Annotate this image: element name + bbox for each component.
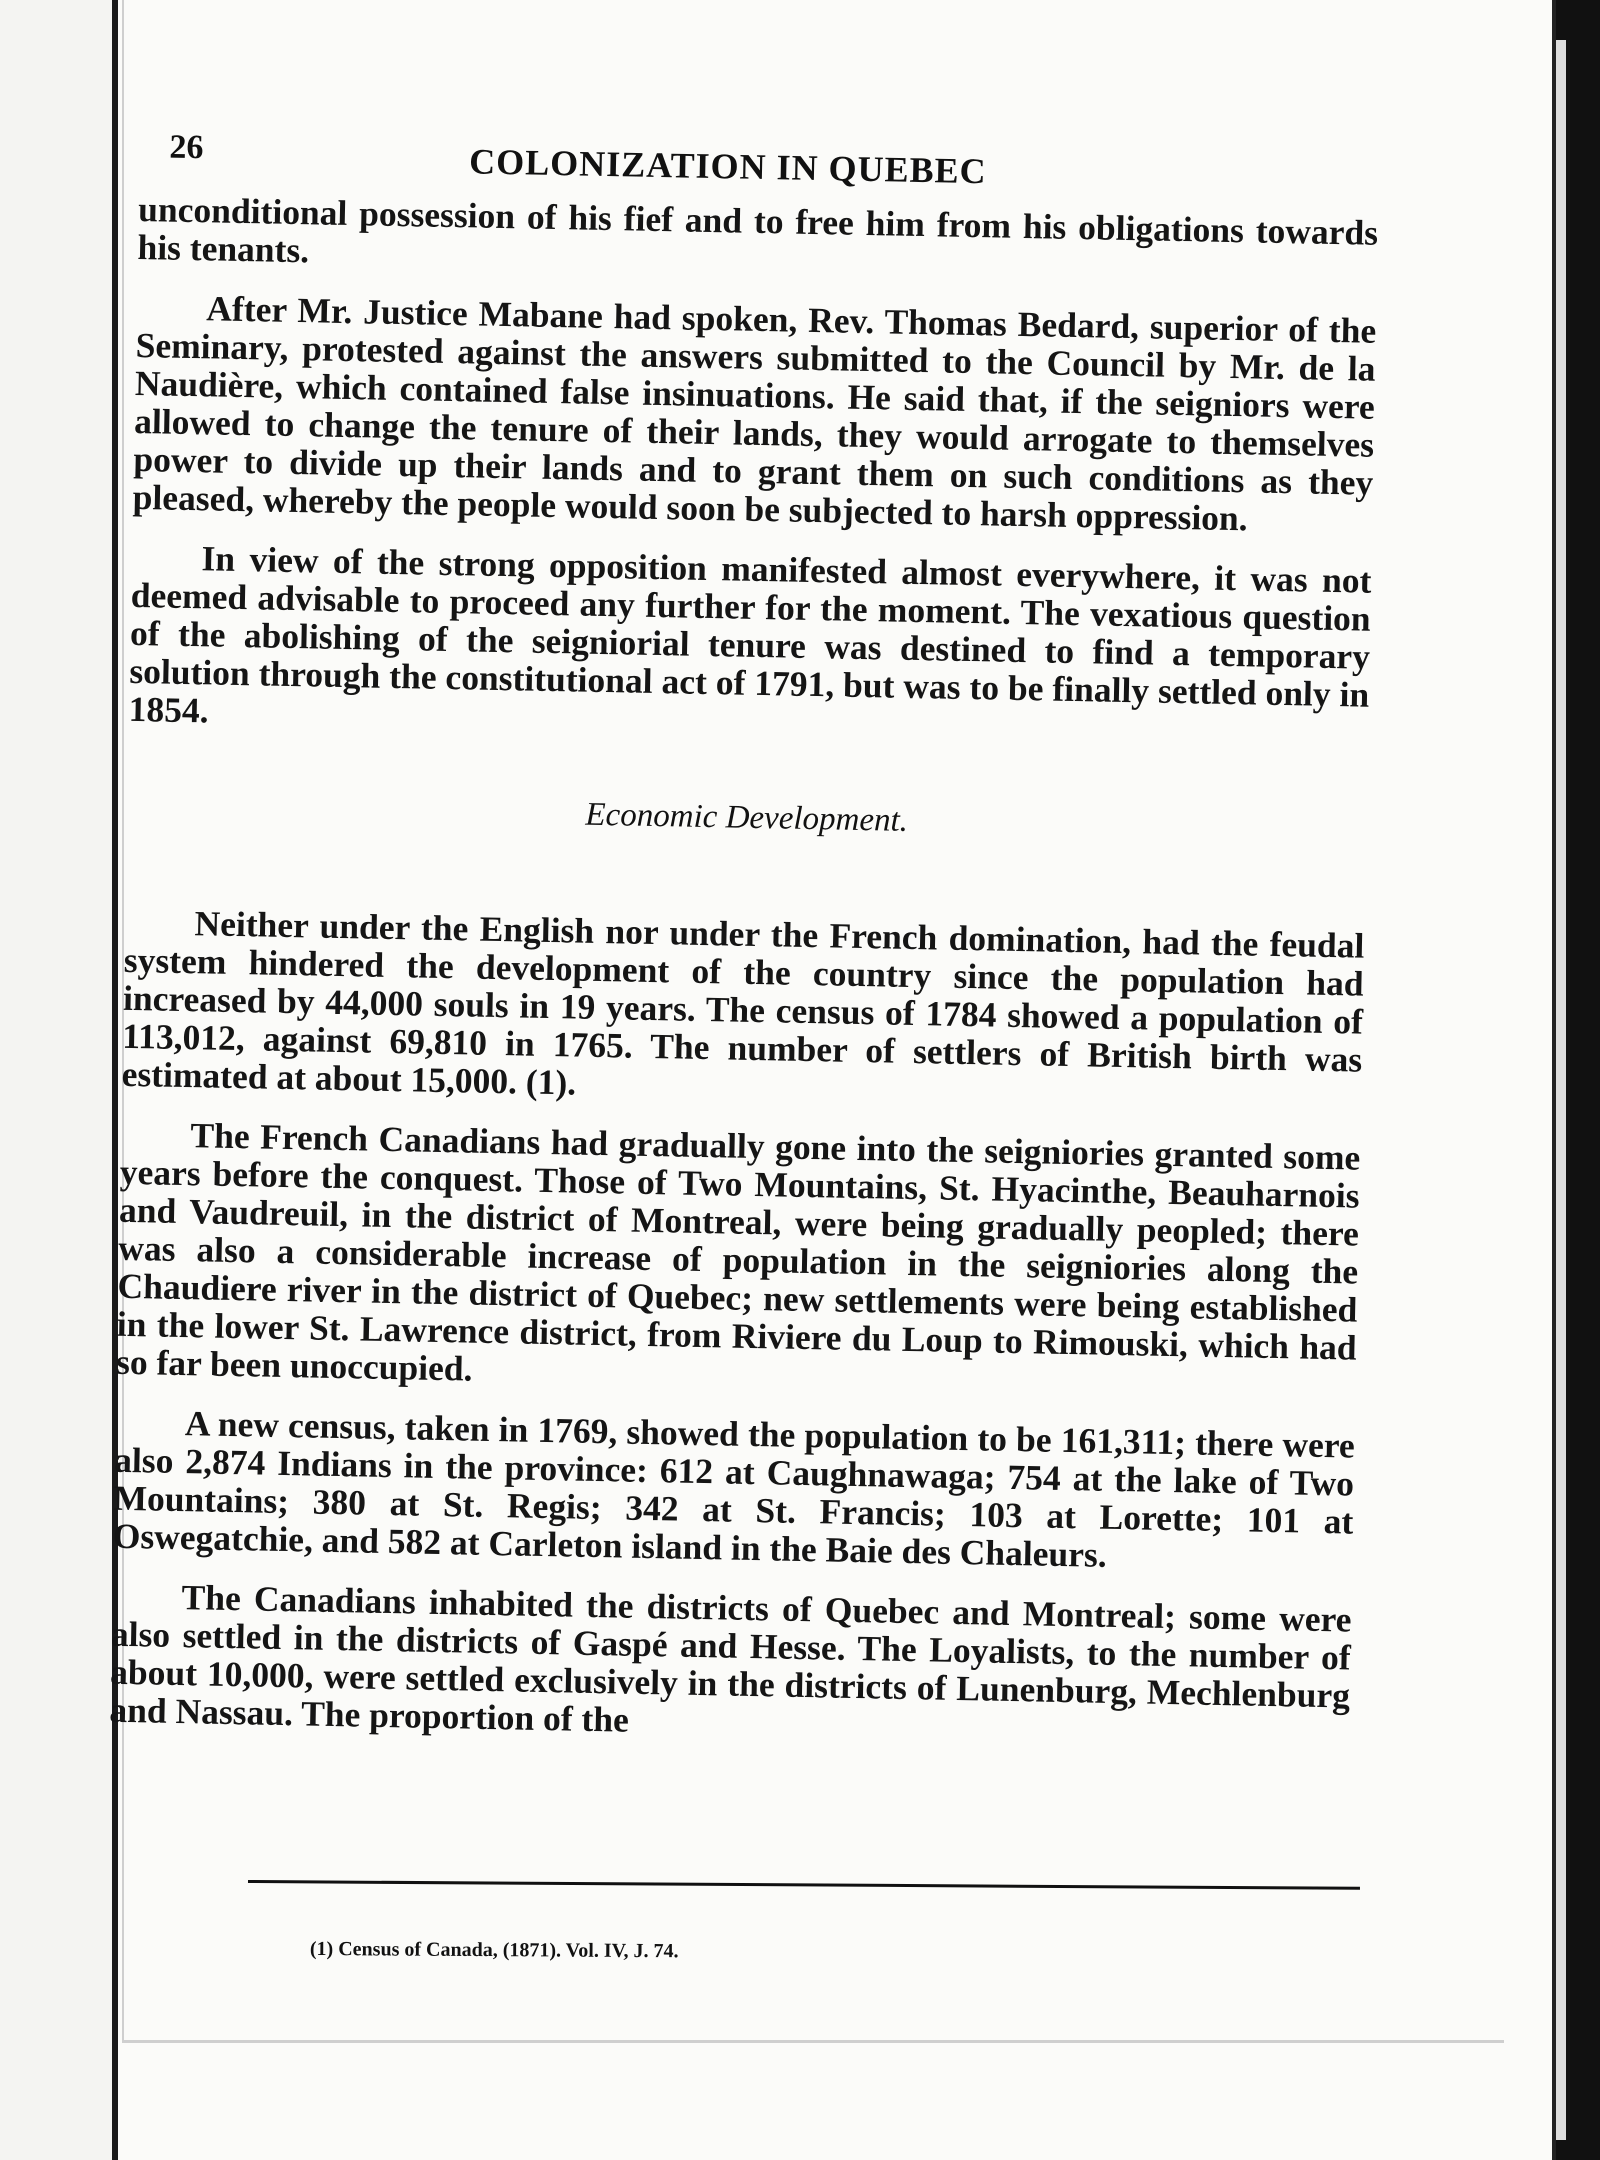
page-text-block (109, 120, 1380, 1775)
paragraph-continuation: unconditional possession of his fief and to free him from his obligations towards his tenants. (137, 188, 1379, 271)
running-title: COLONIZATION IN QUEBEC (468, 141, 987, 192)
paragraph-bedard: After Mr. Justice Mabane had spoken, Rev. Thomas Bedard, superior of the Seminary, protested against the answers submitted to the Council by Mr. de la Naudière, which contained false insinuations. He said that, if the seigniors were allowed to change the tenure of their lands, they would arrogate to themselves power to divide up their lands and to grant them on such conditions as they pleased, whereby the people would soon be subjected to harsh oppression. (132, 288, 1377, 539)
paragraph-districts: The Canadians inhabited the districts of Quebec and Montreal; some were also settled in the districts of Gaspé and Hesse. The Loyalists, to the number of about 10,000, were settled exclusively in the districts of Lunenburg, Mechlenburg and Nassau. The proportion of the (109, 1577, 1352, 1740)
facing-page-edge (0, 0, 118, 2160)
section-heading: Economic Development. (585, 796, 909, 839)
footnote: (1) Census of Canada, (1871). Vol. IV, J. 74. (309, 1938, 679, 1963)
paragraph-population: Neither under the English nor under the French domination, had the feudal system hindered the development of the country since the population had increased by 44,000 souls in 19 years. The census of 1784 showed a population of 113,012, against 69,810 in 1765. The number of settlers of British birth was estimated at about 15,000. (1). (121, 903, 1365, 1103)
paragraph-french-canadians: The French Canadians had gradually gone into the seigniories granted some years before the conquest. Those of Two Mountains, St. Hyacinthe, Beauharnois and Vaudreuil, in the district of Montreal, were being gradually peopled; there was also a considerable increase of population in the seigniories along the Chaudiere river in the district of Quebec; new settlements were being established in the lower St. Lawrence district, from Riviere du Loup to Rimouski, which had so far been unoccupied. (115, 1115, 1361, 1389)
paragraph-census-1769: A new census, taken in 1769, showed the population to be 161,311; there were also 2,874 Indians in the province: 612 at Caughnawaga; 754 at the lake of Two Mountains; 380 at St. Regis; 342 at St. Francis; 103 at Lorette; 101 at Oswegatchie, and 582 at Carleton island in the Baie des Chaleurs. (112, 1403, 1356, 1575)
scan-right-margin (1556, 0, 1600, 2160)
page-number: 26 (169, 128, 204, 167)
paragraph-opposition: In view of the strong opposition manifested almost everywhere, it was not deemed advisable to proceed any further for the moment. The vexatious question of the abolishing of the seigniorial tenure was destined to find a temporary solution through the constitutional act of 1791, but was to be finally settled only in 1854. (128, 538, 1372, 731)
page-edge-lip (1556, 40, 1566, 2140)
